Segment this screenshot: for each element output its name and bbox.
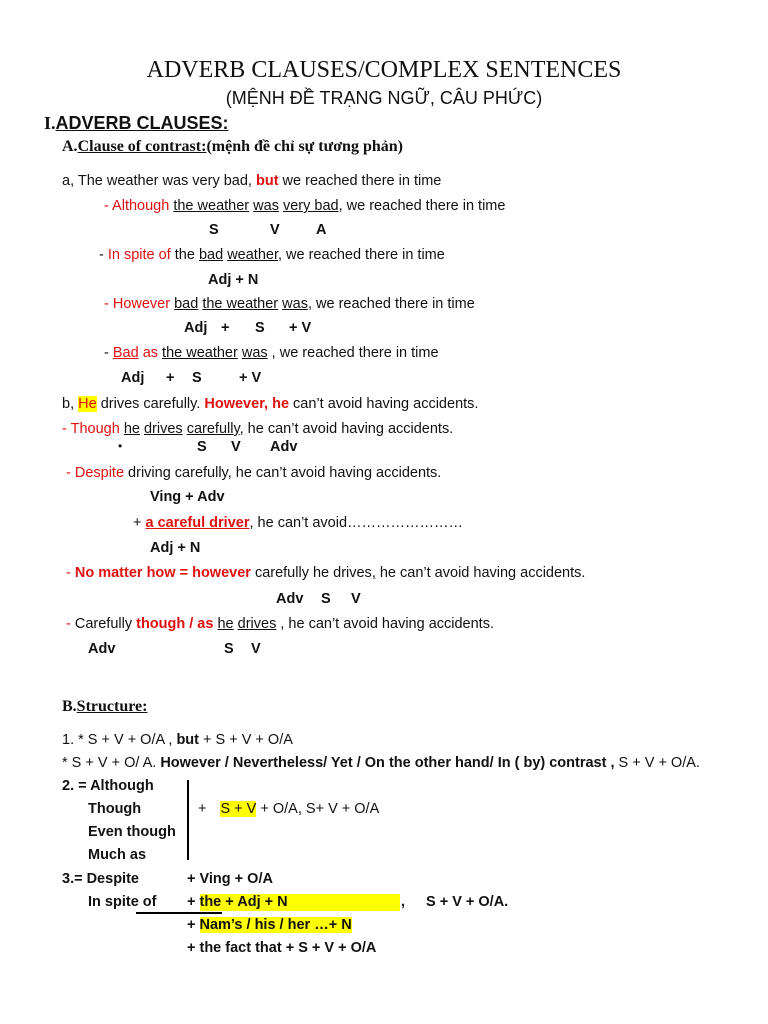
subject: the weather <box>162 345 238 361</box>
sentence-text: the <box>170 247 199 263</box>
structure-3-form-3 <box>187 917 352 934</box>
tag-v: + V <box>239 370 262 386</box>
section-1-title: ADVERB CLAUSES: <box>55 113 229 133</box>
verb: was <box>253 198 279 214</box>
example-a-however <box>104 296 475 313</box>
example-b-carefully <box>66 616 494 633</box>
example-a-intro <box>62 173 441 190</box>
keyword: but <box>176 732 199 748</box>
tag-adj-n: Adj + N <box>150 540 201 556</box>
comma: , <box>371 565 376 581</box>
section-b-title: Structure: <box>76 698 148 715</box>
noun: weather <box>227 247 278 263</box>
tag-v: V <box>270 222 280 238</box>
subject: the weather <box>173 198 250 214</box>
section-b-letter: B. <box>62 698 77 715</box>
sentence-text: we reached there in time <box>278 173 442 189</box>
keyword: - Though <box>62 421 120 437</box>
underline-stroke <box>136 912 222 914</box>
tag-s: S <box>192 370 202 386</box>
highlight-adj-n: the + Adj + N <box>200 894 400 911</box>
tag-v: V <box>351 591 361 607</box>
keyword: but <box>255 173 279 189</box>
structure-2-although: 2. = Although <box>62 778 154 794</box>
keyword: a careful driver <box>145 515 250 531</box>
section-a-heading <box>62 137 403 156</box>
section-b-heading <box>62 697 147 716</box>
structure-2-formula <box>198 801 379 818</box>
section-1-heading <box>44 113 229 135</box>
bracket-line <box>187 780 189 860</box>
keyword: - However <box>104 296 171 312</box>
subject: he <box>217 616 234 632</box>
structure-3-form-4: + the fact that + S + V + O/A <box>187 940 377 956</box>
plus: + <box>133 515 146 531</box>
plus: + <box>198 801 207 817</box>
keyword: though / as <box>136 616 214 632</box>
structure-3-comma: , <box>401 894 406 910</box>
sentence-text: The weather was very bad, <box>77 173 256 189</box>
sentence-text: driving carefully, he can’t avoid having accidents. <box>124 465 442 481</box>
adverb: carefully <box>186 421 240 437</box>
plus: + <box>187 917 200 933</box>
structure-2-much-as: Much as <box>88 847 147 863</box>
example-b-though <box>62 421 453 438</box>
section-1-roman: I. <box>44 113 56 133</box>
section-a-letter: A. <box>62 138 78 155</box>
example-a-as <box>104 345 439 362</box>
sentence-text: he can’t avoid having accidents. <box>375 565 586 581</box>
tag-v: V <box>231 439 241 455</box>
highlight-sv: S + V <box>220 801 257 817</box>
tag-adv: Adv <box>88 641 116 657</box>
tag-plus: + <box>221 320 230 336</box>
sentence-text: Carefully <box>74 616 137 632</box>
section-a-title: Clause of contrast: <box>77 138 207 155</box>
section-a-note: (mệnh đề chỉ sự tương phản) <box>206 138 403 155</box>
sentence-text: , he can’t avoid having accidents. <box>239 421 454 437</box>
example-label: b, <box>62 396 79 412</box>
subject: He <box>78 396 97 412</box>
sentence-text: drives carefully. <box>96 396 205 412</box>
dash: - <box>66 616 75 632</box>
tag-a: A <box>316 222 327 238</box>
example-label: a, <box>62 173 78 189</box>
structure-3-form-2 <box>187 894 400 911</box>
tag-adv: Adv <box>276 591 304 607</box>
example-a-although <box>104 198 505 215</box>
tag-adj: Adj <box>121 370 145 386</box>
keyword: In spite of <box>107 247 171 263</box>
sentence-text: can’t avoid having accidents. <box>289 396 479 412</box>
dash: - <box>104 345 113 361</box>
tag-adv: Adv <box>270 439 298 455</box>
structure-1b <box>62 755 700 772</box>
example-a-spite <box>99 247 445 264</box>
keyword: - Despite <box>66 465 125 481</box>
sentence-text: carefully he drives <box>250 565 372 581</box>
sentence-text: , we reached there in time <box>267 345 439 361</box>
verb: drives <box>237 616 277 632</box>
sentence-text: , we reached there in time <box>338 198 506 214</box>
adjective: very bad <box>282 198 339 214</box>
verb: was <box>241 345 268 361</box>
example-b-despite <box>66 465 441 482</box>
adjective: Bad <box>112 345 139 361</box>
plus: + <box>187 894 200 910</box>
adjective: bad <box>174 296 199 312</box>
formula-text: + S + V + O/A <box>199 732 293 748</box>
formula-text: S + V + O/A. <box>614 755 700 771</box>
keyword: However / Nevertheless/ Yet / On the other hand/ In ( by) contrast , <box>160 755 615 771</box>
verb: was <box>282 296 308 312</box>
formula-text: * S + V + O/ A. <box>62 755 161 771</box>
subject: the weather <box>202 296 279 312</box>
tag-s: S <box>321 591 331 607</box>
example-b-careful <box>133 515 463 532</box>
dash: - <box>99 247 108 263</box>
formula-text: 1. * S + V + O/A , <box>62 732 177 748</box>
structure-1 <box>62 732 293 749</box>
keyword: No matter how = however <box>74 565 251 581</box>
structure-3-despite: 3.= Despite <box>62 871 139 887</box>
structure-2-though: Though <box>88 801 142 817</box>
tag-s: S <box>197 439 207 455</box>
sentence-text: , we reached there in time <box>277 247 445 263</box>
sentence-text: , he can’t avoid having accidents. <box>276 616 494 632</box>
structure-2-even-though: Even though <box>88 824 176 840</box>
tag-ving-adv: Ving + Adv <box>150 489 225 505</box>
document-subtitle: (MỆNH ĐỀ TRẠNG NGỮ, CÂU PHỨC) <box>225 88 543 108</box>
tag-v: + V <box>289 320 312 336</box>
keyword: - Although <box>104 198 170 214</box>
structure-3-in-spite-of: In spite of <box>88 894 157 910</box>
example-b-intro <box>62 396 478 413</box>
structure-3-form-1: + Ving + O/A <box>187 871 273 887</box>
example-b-nomatter <box>66 565 585 582</box>
tag-plus: + <box>166 370 175 386</box>
subject: he <box>123 421 140 437</box>
sentence-text: , he can’t avoid…………………… <box>249 515 464 531</box>
highlight-possessive-n: Nam’s / his / her …+ N <box>199 917 352 933</box>
tag-s: S <box>255 320 265 336</box>
tag-adj: Adj <box>184 320 208 336</box>
adjective: bad <box>198 247 224 263</box>
tag-v: V <box>251 641 261 657</box>
document-title: ADVERB CLAUSES/COMPLEX SENTENCES <box>146 57 622 83</box>
bullet-icon: • <box>118 439 123 453</box>
keyword: as <box>138 345 159 361</box>
dash: - <box>66 565 75 581</box>
structure-3-main-clause: S + V + O/A. <box>426 894 509 910</box>
tag-s: S <box>224 641 234 657</box>
keyword: However, he <box>204 396 290 412</box>
tag-s: S <box>209 222 219 238</box>
formula-text: + O/A, S+ V + O/A <box>256 801 380 817</box>
verb: drives <box>143 421 183 437</box>
sentence-text: , we reached there in time <box>307 296 475 312</box>
tag-adj-n: Adj + N <box>208 272 259 288</box>
